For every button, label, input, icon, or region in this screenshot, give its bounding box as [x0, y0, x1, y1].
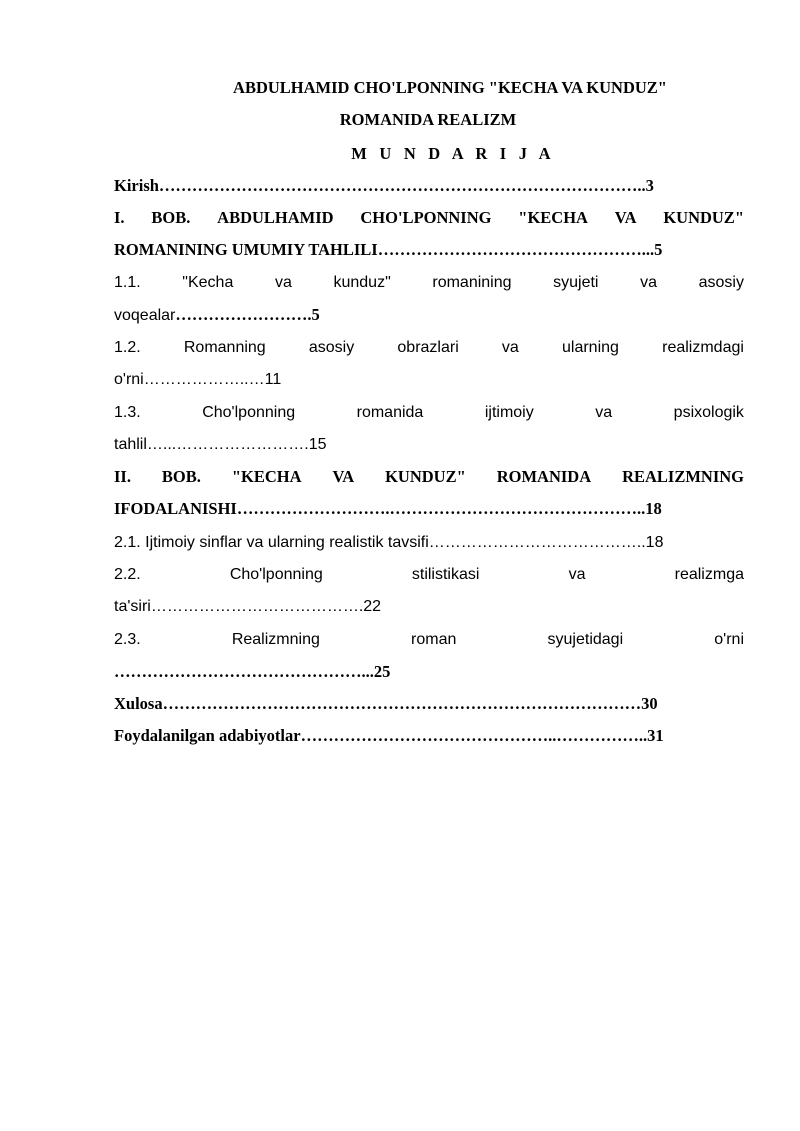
toc-word: VA	[614, 208, 637, 227]
toc-entry-1-1-line1	[114, 273, 744, 293]
toc-word: ularning	[562, 339, 619, 356]
toc-word: Cho'lponning	[229, 566, 323, 583]
toc-entry-2-3-line1	[114, 630, 744, 650]
toc-word: KUNDUZ"	[663, 208, 744, 227]
toc-word: kunduz"	[333, 274, 391, 291]
toc-word: va	[568, 566, 586, 583]
toc-word: II.	[114, 467, 131, 486]
toc-word: syujetidagi	[547, 631, 624, 648]
toc-word: romanining	[432, 274, 512, 291]
toc-word: "KECHA	[518, 208, 588, 227]
contents-heading: M U N D A R I J A	[351, 144, 555, 163]
toc-word: psixologik	[673, 404, 744, 421]
toc-word: 1.2.	[114, 339, 141, 356]
toc-entry-bob1-line2: ROMANINING UMUMIY TAHLILI…………………………………………...5	[114, 240, 663, 259]
toc-word: Romanning	[183, 339, 266, 356]
toc-word: o'rni	[714, 631, 744, 648]
toc-word: va	[501, 339, 519, 356]
toc-entry-2-2-line2: ta'siri………………………………….22	[114, 598, 382, 615]
toc-entry-1-2-line2: o'rni………………..…11	[114, 371, 282, 388]
toc-entry-xulosa: Xulosa……………………………………………………………………………30	[114, 694, 658, 713]
toc-word: "KECHA	[231, 467, 302, 486]
toc-text: voqealar	[114, 307, 176, 324]
toc-word: 2.2.	[114, 566, 141, 583]
toc-word: realizmga	[674, 566, 744, 583]
toc-word: BOB.	[151, 208, 191, 227]
toc-entry-1-2-line1	[114, 338, 744, 358]
toc-word: KUNDUZ"	[385, 467, 466, 486]
toc-entry-2-1: 2.1. Ijtimoiy sinflar va ularning realistik tavsifi…………………………………..18	[114, 534, 664, 551]
toc-word: BOB.	[161, 467, 201, 486]
toc-word: Cho'lponning	[202, 404, 296, 421]
toc-word: Realizmning	[231, 631, 320, 648]
document-title-line-1: ABDULHAMID CHO'LPONNING "KECHA VA KUNDUZ"	[233, 78, 667, 97]
toc-word: ijtimoiy	[484, 404, 534, 421]
toc-word: ROMANIDA	[496, 467, 592, 486]
toc-entry-1-1-line2	[114, 305, 744, 326]
toc-word: 1.3.	[114, 404, 141, 421]
toc-entry-kirish: Kirish……………………………………………………………………………..3	[114, 176, 654, 195]
toc-word: 2.3.	[114, 631, 141, 648]
toc-word: obrazlari	[397, 339, 459, 356]
toc-word: romanida	[356, 404, 424, 421]
toc-entry-bob1-line1	[114, 208, 744, 228]
toc-word: 1.1.	[114, 274, 141, 291]
toc-word: va	[640, 274, 657, 291]
toc-word: realizmdagi	[662, 339, 744, 356]
toc-word: REALIZMNING	[622, 467, 744, 486]
toc-entry-adabiyotlar: Foydalanilgan adabiyotlar………………………………………..……………..31	[114, 726, 664, 745]
toc-entry-2-2-line1	[114, 565, 744, 585]
toc-entry-2-3-line2: ………………………………………...25	[114, 662, 391, 681]
toc-word: syujeti	[553, 274, 599, 291]
toc-entry-1-3-line1	[114, 403, 744, 423]
toc-word: roman	[411, 631, 457, 648]
toc-word: "Kecha	[182, 274, 234, 291]
toc-word: I.	[114, 208, 125, 227]
toc-word: VA	[332, 467, 355, 486]
toc-entry-bob2-line1	[114, 467, 744, 487]
toc-dots-page: …………………….5	[175, 305, 320, 324]
document-title-line-2: ROMANIDA REALIZM	[339, 110, 517, 129]
toc-word: va	[595, 404, 613, 421]
toc-word: asosiy	[698, 274, 744, 291]
toc-entry-bob2-line2: IFODALANISHI……………………….………………………………………..18	[114, 499, 662, 518]
toc-word: va	[274, 274, 292, 291]
toc-entry-1-3-line2: tahlil…...…………………….15	[114, 436, 327, 453]
toc-word: ABDULHAMID	[217, 208, 334, 227]
toc-word: CHO'LPONNING	[360, 208, 492, 227]
toc-word: stilistikasi	[411, 566, 480, 583]
toc-word: asosiy	[308, 339, 355, 356]
